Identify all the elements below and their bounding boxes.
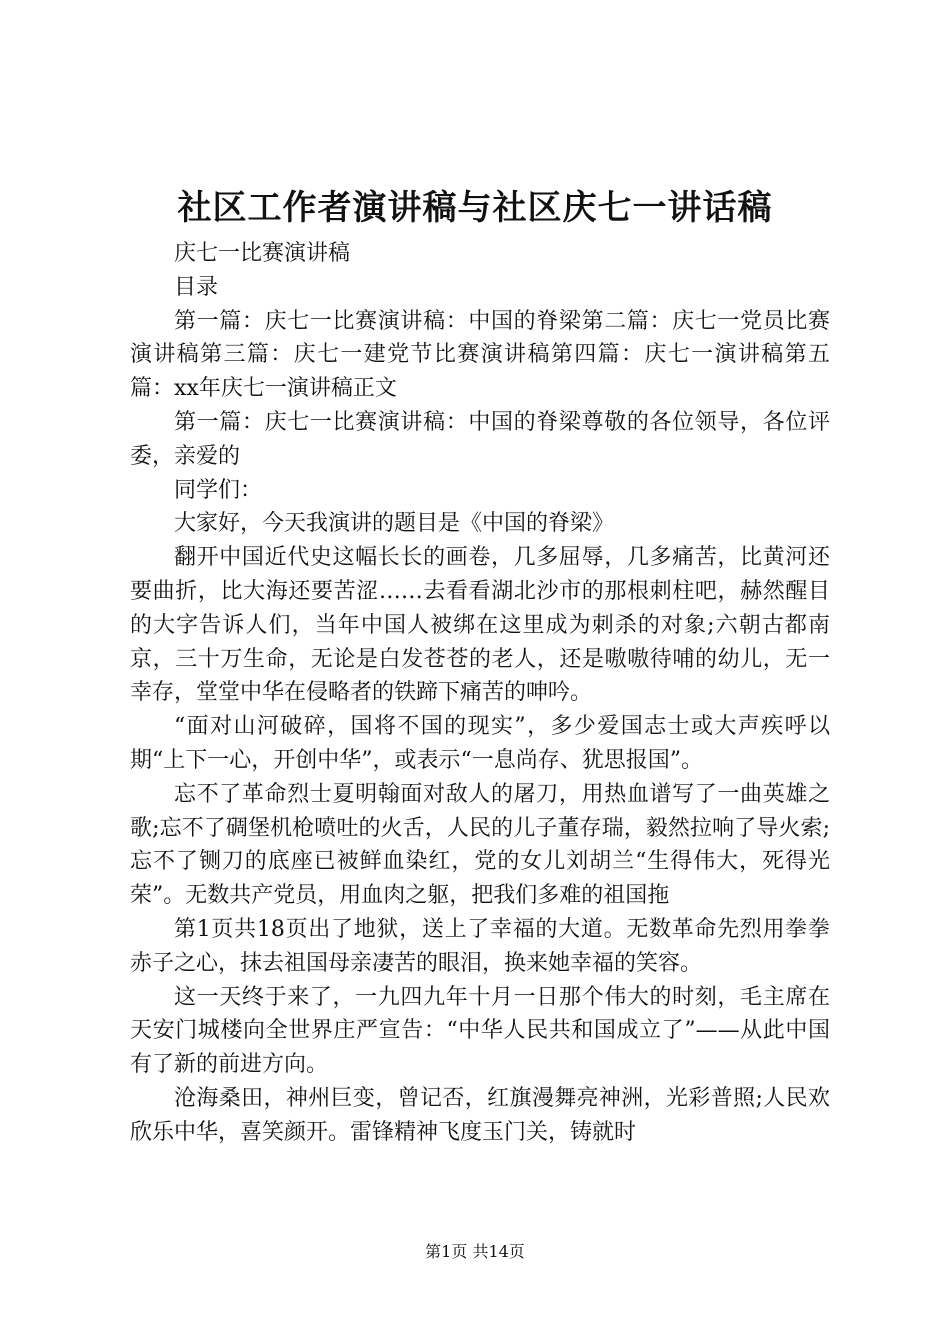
document-body	[130, 237, 830, 1150]
paragraph: 第一篇：庆七一比赛演讲稿：中国的脊梁第二篇：庆七一党员比赛演讲稿第三篇：庆七一建党节比赛演讲稿第四篇：庆七一演讲稿第五篇：xx年庆七一演讲稿正文	[130, 308, 830, 402]
paragraph: 同学们：	[174, 477, 263, 503]
document-title: 社区工作者演讲稿与社区庆七一讲话稿	[177, 188, 773, 228]
paragraph: 第一篇：庆七一比赛演讲稿：中国的脊梁尊敬的各位领导，各位评委，亲爱的	[130, 409, 830, 469]
paragraph: 翻开中国近代史这幅长长的画卷，几多屈辱，几多痛苦，比黄河还要曲折，比大海还要苦涩……去看看湖北沙市的那根刺柱吧，赫然醒目的大字告诉人们，当年中国人被绑在这里成为刺杀的对象;六朝古都南京，三十万生命，无论是白发苍苍的老人，还是嗷嗷待哺的幼儿，无一幸存，堂堂中华在侵略者的铁蹄下痛苦的呻吟。	[130, 545, 830, 706]
page-footer: 第1页 共14页	[425, 1242, 525, 1261]
paragraph: 忘不了革命烈士夏明翰面对敌人的屠刀，用热血谱写了一曲英雄之歌;忘不了碉堡机枪喷吐的火舌，人民的儿子董存瑞，毅然拉响了导火索;忘不了铡刀的底座已被鲜血染红，党的女儿刘胡兰“生得伟大，死得光荣”。无数共产党员，用血肉之躯，把我们多难的祖国拖	[130, 781, 830, 909]
paragraph: “面对山河破碎，国将不国的现实”，多少爱国志士或大声疾呼以期“上下一心，开创中华”，或表示“一息尚存、犹思报国”。	[130, 714, 830, 773]
paragraph: 目录	[174, 274, 219, 300]
paragraph: 庆七一比赛演讲稿	[174, 241, 351, 266]
paragraph: 沧海桑田，神州巨变，曾记否，红旗漫舞亮神洲，光彩普照;人民欢欣乐中华，喜笑颜开。雷锋精神飞度玉门关，铸就时	[130, 1085, 830, 1145]
paragraph: 这一天终于来了，一九四九年十月一日那个伟大的时刻，毛主席在天安门城楼向全世界庄严宣告：“中华人民共和国成立了”——从此中国有了新的前进方向。	[130, 984, 830, 1078]
paragraph: 大家好，今天我演讲的题目是《中国的脊梁》	[174, 511, 615, 537]
paragraph: 第1页共18页出了地狱，送上了幸福的大道。无数革命先烈用拳拳赤子之心，抹去祖国母亲凄苦的眼泪，换来她幸福的笑容。	[130, 916, 830, 976]
